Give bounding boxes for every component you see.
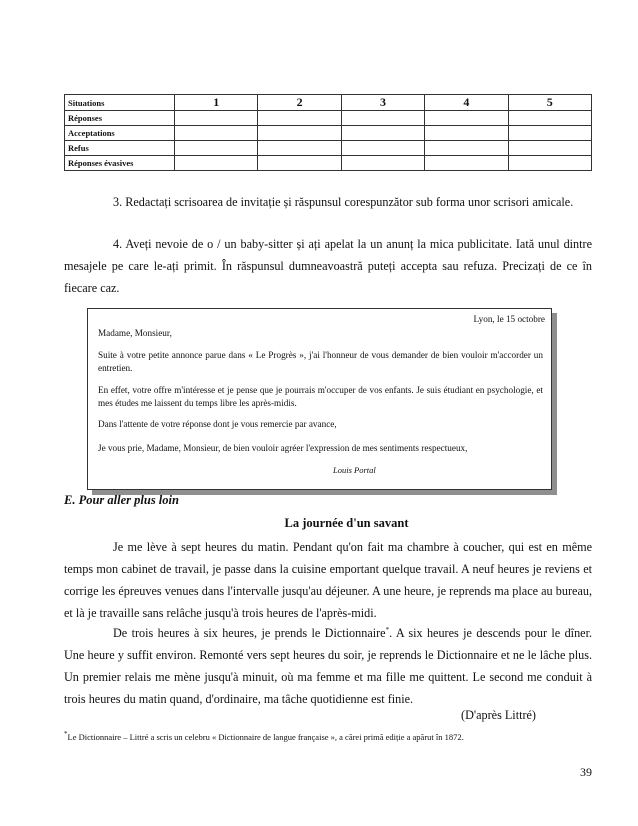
page-number: 39 bbox=[580, 765, 592, 779]
table-header-label: Situations bbox=[65, 95, 175, 111]
letter-date: Lyon, le 15 octobre bbox=[473, 314, 545, 324]
letter-paragraph: Dans l'attente de votre réponse dont je vous remercie par avance, bbox=[98, 419, 337, 429]
table-cell bbox=[425, 126, 508, 141]
letter-paragraph: Suite à votre petite annonce parue dans « Le Progrès », j'ai l'honneur de vous demander de bien vouloir m'accorder un entretien. bbox=[98, 350, 543, 373]
footnote-text: Le Dictionnaire – Littré a scris un celebru « Dictionnaire de langue française », a cărei primă ediție a apărut în 1872. bbox=[67, 732, 464, 742]
table-row bbox=[65, 111, 592, 126]
letter-paragraph: Je vous prie, Madame, Monsieur, de bien vouloir agréer l'expression de mes sentiments respectueux, bbox=[98, 443, 468, 453]
situations-table bbox=[64, 94, 592, 171]
table-cell bbox=[175, 111, 258, 126]
letter-paragraph: En effet, votre offre m'intéresse et je pense que je pourrais m'occuper de vos enfants. Je suis étudiant en psychologie, et mes études me laissent du temps libre les après-midis. bbox=[98, 385, 543, 408]
table-cell bbox=[341, 126, 424, 141]
table-row-label: Refus bbox=[65, 141, 175, 156]
table-cell bbox=[258, 111, 341, 126]
table-cell bbox=[341, 111, 424, 126]
table-column-header: 2 bbox=[258, 95, 341, 111]
article-title-text: La journée d'un savant bbox=[284, 516, 409, 530]
table-cell bbox=[258, 126, 341, 141]
article-paragraph-part: De trois heures à six heures, je prends le Dictionnaire bbox=[113, 626, 386, 640]
table-cell bbox=[175, 141, 258, 156]
attribution: (D'après Littré) bbox=[461, 708, 536, 722]
table-cell bbox=[508, 156, 591, 171]
table-row-label: Réponses évasives bbox=[65, 156, 175, 171]
footnote-mark: * bbox=[64, 730, 68, 739]
table-column-header: 1 bbox=[175, 95, 258, 111]
table-row bbox=[65, 126, 592, 141]
table-cell bbox=[258, 141, 341, 156]
table-cell bbox=[508, 126, 591, 141]
exercise-4-text: 4. Aveți nevoie de o / un baby-sitter și ați apelat la un anunț la mica publicitate. Iată unul dintre mesajele pe care le-ați primit. În răspunsul dumneavoastră puteți accepta sau refuza. Precizați de ce în fiecare caz. bbox=[64, 237, 592, 295]
table-cell bbox=[341, 141, 424, 156]
letter-greeting: Madame, Monsieur, bbox=[98, 328, 172, 338]
table-cell bbox=[508, 111, 591, 126]
table-column-header: 3 bbox=[341, 95, 424, 111]
article-paragraph: Je me lève à sept heures du matin. Pendant qu'on fait ma chambre à coucher, qui est en même temps mon cabinet de travail, je passe dans la cuisine emportant quelque travail. A neuf heures je reviens et corrige les épreuves venues dans l'intervalle jusqu'au déjeuner. A une heure, je reprends ma place au bureau, et là je travaille sans relâche jusqu'à trois heures de l'après-midi. bbox=[64, 540, 592, 620]
table-cell bbox=[175, 126, 258, 141]
letter-signature: Louis Portal bbox=[333, 465, 376, 475]
table-cell bbox=[258, 156, 341, 171]
article-title bbox=[0, 516, 638, 531]
table-row-label: Réponses bbox=[65, 111, 175, 126]
table-cell bbox=[425, 141, 508, 156]
article-paragraph bbox=[64, 622, 592, 710]
table-cell bbox=[425, 111, 508, 126]
table-cell bbox=[341, 156, 424, 171]
table-column-header: 4 bbox=[425, 95, 508, 111]
letter-box bbox=[87, 308, 552, 490]
article-paragraph-part: . A six heures je descends pour le dîner. Une heure y suffit environ. Remonté vers sept heures du soir, je reprends le Dictionnaire et ne le lâche plus. Un premier relais me mène jusqu'à minuit, où ma femme et ma fille me quittent. Le second me conduit à trois heures du matin quand, d'ordinaire, ma tâche quotidienne est finie. bbox=[64, 626, 593, 706]
table-cell bbox=[508, 141, 591, 156]
exercise-3-text: 3. Redactați scrisoarea de invitație și răspunsul corespunzător sub forma unor scrisori amicale. bbox=[113, 195, 574, 209]
section-title: E. Pour aller plus loin bbox=[64, 493, 179, 507]
table-row-label: Acceptations bbox=[65, 126, 175, 141]
table-cell bbox=[425, 156, 508, 171]
table-cell bbox=[175, 156, 258, 171]
table-column-header: 5 bbox=[508, 95, 591, 111]
footnote-reference: * bbox=[385, 625, 390, 634]
table-row bbox=[65, 141, 592, 156]
table-row bbox=[65, 156, 592, 171]
table-header-row bbox=[65, 95, 592, 111]
footnote bbox=[64, 732, 592, 742]
